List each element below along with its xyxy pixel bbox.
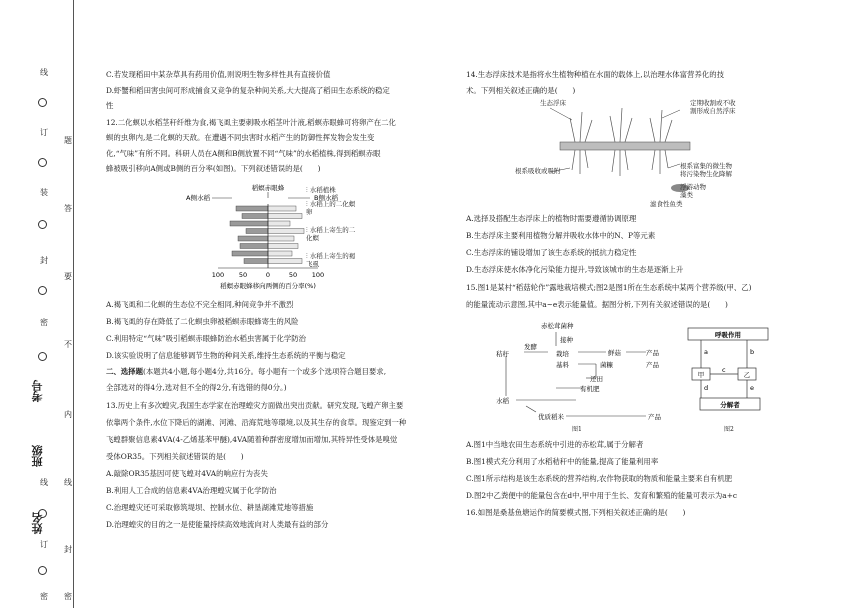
float-label-zooplankton: 浮游动物 藻类 (680, 183, 706, 199)
bar-left (236, 206, 268, 211)
q15-option-b: B.图1模式充分利用了水稻秸秆中的能量,提高了能量利用率 (466, 457, 659, 466)
legend-item: ⫶ 水稻上寄生的褐飞虱 (306, 252, 356, 268)
margin-inner-char: 线 (64, 478, 72, 487)
fig1-node: 栽培 (556, 350, 569, 358)
section-2-rules: 全部选对的得4分,选对但不全的得2分,有选错的得0分。) (106, 383, 287, 392)
fig1-node: 菌糠 (600, 361, 613, 369)
fig1-node: 基料 (556, 361, 569, 369)
margin-char: 装 (40, 188, 48, 197)
bar-right (268, 259, 302, 264)
q12-option-a: A.褐飞虱和二化螟的生态位不完全相同,种间竞争并不激烈 (106, 300, 294, 309)
fig1-node: 接种 (560, 336, 573, 344)
q13-stem-line3: 飞蝗群聚信息素4VA(4-乙烯基苯甲醚),4VA随着种群密度增加而增加,其特异性受体是嗅觉 (106, 435, 398, 444)
chart-left-head: A侧水稻 (186, 194, 210, 202)
q14-option-b: B.生态浮床主要利用植物分解并吸收水体中的N、P等元素 (466, 231, 656, 240)
q13-stem-line1: 13.历史上有多次蝗灾,我国生态学家在治理蝗灾方面做出突出贡献。研究发现,飞蝗产卵主要 (106, 401, 404, 410)
margin-circle (38, 352, 47, 361)
axis-tick-label: 50 (288, 271, 298, 279)
bar-right (268, 214, 302, 219)
planthopper-icon: ⫶ (306, 252, 310, 260)
fig1-node: 还田 (590, 375, 603, 383)
margin-inner-char: 题 (64, 136, 72, 145)
bar-right (268, 221, 290, 226)
margin-inner-char: 答 (64, 204, 72, 213)
fig2-b: b (750, 348, 755, 356)
student-id-label: 考号 (31, 380, 44, 402)
float-label-roots: 根系吸收或吸附 (515, 167, 561, 175)
q14-stem-line1: 14.生态浮床技术是指将水生植物种植在水面的载体上,以治理水体富营养化的技 (466, 70, 724, 79)
q15-stem-line1: 15.图1是某村“稻菇轮作”露地栽培模式;图2是图1所在生态系统中某两个营养级(甲、乙) (466, 283, 752, 292)
margin-circle (38, 286, 47, 295)
bar-right (268, 236, 294, 241)
float-label-microbes: 根系富集的微生物 将污染物生化降解 (680, 162, 732, 178)
fig1-diagram (496, 316, 686, 424)
q12-stem-line2: 螟的虫卵内,是二化螟的天敌。在遭遇不同虫害时水稻产生的防御性挥发物会发生变 (106, 133, 375, 142)
margin-circle (38, 566, 47, 575)
fig1-caption: 图1 (572, 426, 582, 433)
margin-char: 密 (40, 318, 48, 327)
fig1-node: 水稻 (496, 397, 509, 405)
plant-icon: ⫶ (306, 186, 310, 194)
margin-char: 订 (40, 540, 48, 549)
q13-option-a: A.敲除OR35基因可使飞蝗对4VA的响应行为丧失 (106, 469, 268, 478)
q15-option-c: C.图1所示结构是该生态系统的营养结构,农作物获取的物质和能量主要来自有机肥 (466, 474, 733, 483)
margin-inner-char: 封 (64, 545, 72, 554)
float-platform (560, 142, 690, 150)
fig1-node: 发酵 (524, 343, 537, 351)
chart-top-title: 稻螟赤眼蜂 (251, 184, 285, 192)
fig1-node: 秸秆 (496, 350, 509, 358)
q11-option-c: C.若发现稻田中某杂草具有药用价值,则说明生物多样性具有直接价值 (106, 70, 331, 79)
bar-left (238, 236, 268, 241)
fig2-top: 呼吸作用 (715, 331, 741, 339)
bar-right (268, 206, 296, 211)
q16-stem: 16.如图是桑基鱼塘运作的简要模式图,下列相关叙述正确的是( ) (466, 508, 686, 517)
borer-icon: ⫶ (306, 226, 310, 234)
q11-option-d: D.虾蟹和稻田害虫间可形成捕食又竞争的复杂种间关系,大大提高了稻田生态系统的稳定 (106, 86, 390, 95)
margin-char: 密 (40, 592, 48, 601)
float-label-harvest: 定期收割或不收 割形成自然浮床 (690, 99, 736, 115)
margin-inner-char: 不 (64, 340, 72, 349)
q12-option-c: C.利用特定“气味”吸引稻螟赤眼蜂防治水稻虫害属于化学防治 (106, 334, 307, 343)
fig1-node: 产品 (646, 349, 659, 357)
q13-option-b: B.利用人工合成的信息素4VA治理蝗灾属于化学防治 (106, 486, 277, 495)
margin-char: 封 (40, 256, 48, 265)
margin-char: 线 (40, 478, 48, 487)
q15-option-a: A.图1中当地农田生态系统中引进的赤松茸,属于分解者 (466, 440, 644, 449)
q13-stem-line4: 受体OR35。下列相关叙述错误的是( ) (106, 452, 244, 461)
section-2-heading: 二、选择题(本题共4小题,每小题4分,共16分。每小题有一个或多个选项符合题目要求, (106, 367, 387, 376)
q13-option-c: C.治理蝗灾还可采取修筑堤坝、控制水位、耕垦湖滩荒地等措施 (106, 503, 314, 512)
bar-right (268, 229, 304, 234)
fig2-diagram (686, 324, 776, 420)
fig1-node: 产品 (646, 361, 659, 369)
margin-char: 订 (40, 128, 48, 137)
bar-left (230, 221, 268, 226)
binding-line (73, 0, 74, 608)
q12-option-b: B.褐飞虱的存在降低了二化螟虫卵被稻螟赤眼蜂寄生的风险 (106, 317, 299, 326)
margin-circle (38, 98, 47, 107)
bar-left (232, 251, 268, 256)
class-label: 班级 (31, 445, 44, 467)
fig2-a: a (704, 348, 708, 356)
legend-item: ⫶ 水稻上寄生的二化螟 (306, 226, 356, 242)
q13-option-d: D.治理蝗灾的目的之一是使能量持续高效地流向对人类最有益的部分 (106, 520, 329, 529)
float-label-fish: 滤食性鱼类 (650, 200, 683, 208)
margin-circle (38, 158, 47, 167)
fig1-node: 优质稻米 (538, 413, 564, 421)
q15-stem-line2: 的能量流动示意图,其中a~e表示能量值。据图分析,下列有关叙述错误的是( ) (466, 300, 728, 309)
q14-option-c: C.生态浮床的铺设增加了该生态系统的抵抗力稳定性 (466, 248, 637, 257)
fig2-bottom: 分解者 (720, 401, 740, 409)
bar-left (244, 259, 268, 264)
chart-right-head: B侧水稻 (314, 194, 338, 202)
q11-option-d-cont: 性 (106, 101, 114, 110)
axis-tick-label: 100 (211, 271, 225, 279)
margin-inner-char: 密 (64, 592, 72, 601)
margin-circle (38, 220, 47, 229)
fig1-node: 产品 (648, 413, 661, 421)
fig2-yi: 乙 (743, 371, 751, 379)
axis-tick-label: 100 (311, 271, 325, 279)
fig2-d: d (704, 384, 709, 392)
fig2-c: c (722, 366, 726, 374)
axis-tick-label: 0 (265, 271, 271, 279)
bar-left (240, 244, 268, 249)
fig1-node: 有机肥 (580, 385, 600, 393)
margin-char: 线 (40, 68, 48, 77)
chart-xlabel: 稻螟赤眼蜂移向两侧的百分率(%) (220, 282, 316, 290)
q12-stem-line1: 12.二化螟以水稻茎秆纤维为食,褐飞虱主要刺吸水稻茎叶汁液,稻螟赤眼蜂可将卵产在二化 (106, 118, 396, 127)
q12-option-d: D.该实验说明了信息能够调节生物的种间关系,维持生态系统的平衡与稳定 (106, 351, 346, 360)
fig2-jia: 甲 (697, 371, 705, 379)
margin-inner-char: 内 (64, 410, 72, 419)
axis-tick-label: 50 (238, 271, 248, 279)
bar-right (268, 251, 292, 256)
legend-item: ⫶ 水稻植株 (306, 186, 336, 194)
name-label: 姓名 (31, 512, 44, 534)
legend-item: ⫶ 水稻上的二化螟卵 (306, 200, 356, 216)
egg-icon: ⫶ (306, 200, 310, 208)
bar-left (242, 214, 268, 219)
q14-stem-line2: 术。下列相关叙述正确的是( ) (466, 86, 576, 95)
fig1-node: 赤松茸菌种 (541, 322, 574, 330)
q14-option-d: D.生态浮床使水体净化污染能力提升,导致该城市的生态是逐渐上升 (466, 265, 684, 274)
q13-stem-line2: 依靠两个条件,水位下降后的湖滩、河滩、沿海荒地等環境,以及其生存的食草。现鉴定到一种 (106, 418, 407, 427)
q12-bar-chart (178, 182, 398, 294)
fig1-node: 鲜菇 (608, 349, 621, 357)
q15-option-d: D.图2中乙粪便中的能量包含在d中,甲中用于生长、发育和繁殖的能量可表示为a+c (466, 491, 738, 500)
fig2-caption: 图2 (724, 426, 734, 433)
q12-stem-line4: 蜂被吸引移向A侧或B侧的百分率(如图)。下列叙述错误的是( ) (106, 164, 321, 173)
fig2-e: e (750, 384, 754, 392)
q14-option-a: A.选择及搭配生态浮床上的植物时需要遵循协调原理 (466, 214, 637, 223)
q12-stem-line3: 化,“气味”有所不同。科研人员在A侧和B侧放置不同“气味”的水稻植株,得到稻螟赤眼 (106, 149, 381, 158)
float-label-bed: 生态浮床 (540, 99, 566, 107)
bar-right (268, 244, 298, 249)
bar-left (246, 229, 268, 234)
margin-inner-char: 要 (64, 272, 72, 281)
